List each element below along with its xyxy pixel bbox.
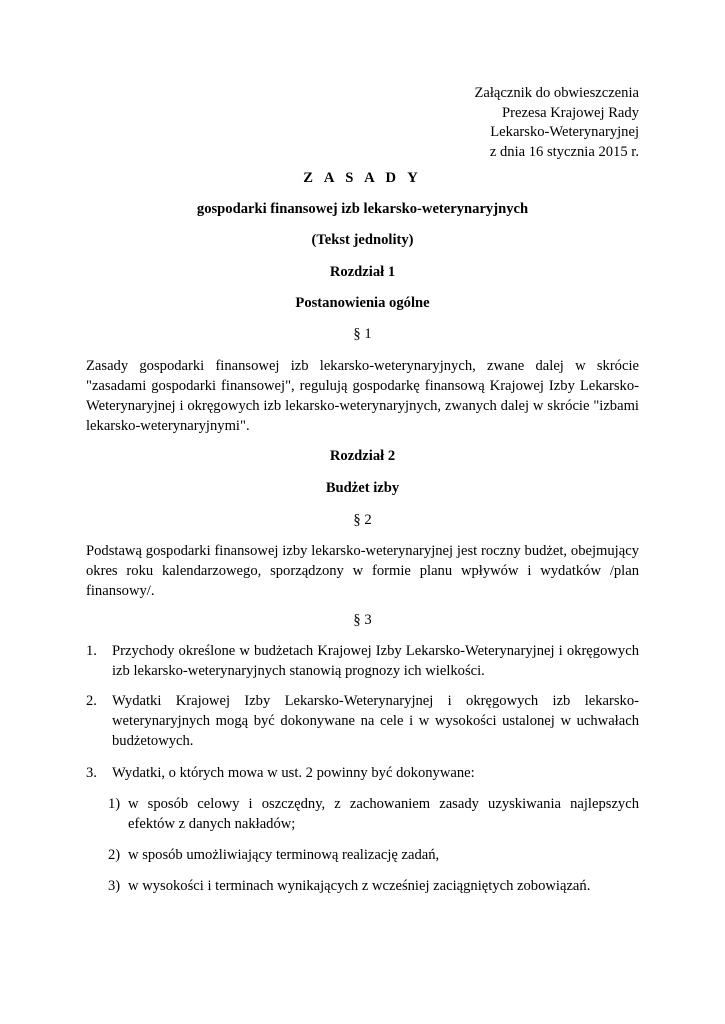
chapter-2-title: Budżet izby <box>325 480 400 496</box>
annex-line-4: z dnia 16 stycznia 2015 r. <box>489 143 639 160</box>
list-item <box>86 641 639 681</box>
list-item-number: 2. <box>86 693 97 709</box>
sub-list-item <box>108 794 639 834</box>
list-item <box>86 763 639 783</box>
chapter-2-label: Rozdział 2 <box>329 448 396 464</box>
list-item-number: 1. <box>86 643 97 659</box>
annex-line-1: Załącznik do obwieszczenia <box>474 85 639 101</box>
chapter-1-title: Postanowienia ogólne <box>295 295 430 311</box>
list-item-text: Przychody określone w budżetach Krajowej Izby Lekarsko-Weterynaryjnej i okręgowych izb lekarsko-weterynaryjnych stanowią prognozy ich wielkości. <box>112 643 639 679</box>
sub-list-item <box>108 845 639 865</box>
document-subtitle: gospodarki finansowej izb lekarsko-weterynaryjnych <box>196 201 529 217</box>
sub-list-item-number: 2) <box>108 847 121 863</box>
section-2-marker: § 2 <box>353 512 372 528</box>
document-title: Z A S A D Y <box>303 170 422 186</box>
sub-list-item-text: w sposób umożliwiający terminową realizację zadań, <box>128 847 440 863</box>
chapter-1-label: Rozdział 1 <box>329 264 396 280</box>
section-1-marker: § 1 <box>353 326 372 342</box>
sub-list-item-text: w sposób celowy i oszczędny, z zachowaniem zasady uzyskiwania najlepszych efektów z danych nakładów; <box>128 796 639 832</box>
section-3-marker: § 3 <box>353 612 372 628</box>
list-item <box>86 691 639 751</box>
sub-list-item-number: 3) <box>108 878 121 894</box>
consolidated-text-label: (Tekst jednolity) <box>311 232 414 248</box>
annex-line-2: Prezesa Krajowej Rady <box>502 104 639 121</box>
annex-header <box>474 84 639 162</box>
section-2-paragraph: Podstawą gospodarki finansowej izby lekarsko-weterynaryjnej jest roczny budżet, obejmujący okres roku kalendarzowego, sporządzony w formie planu wpływów i wydatków /plan finansowy/. <box>86 543 639 599</box>
list-item-text: Wydatki Krajowej Izby Lekarsko-Weterynaryjnej i okręgowych izb lekarsko-weterynaryjnych mogą być dokonywane na cele i w wysokości ustalonej w uchwałach budżetowych. <box>112 693 639 749</box>
sub-list-item-text: w wysokości i terminach wynikających z wcześniej zaciągniętych zobowiązań. <box>128 878 591 894</box>
sub-list-item <box>108 876 639 896</box>
list-item-text: Wydatki, o których mowa w ust. 2 powinny być dokonywane: <box>112 765 475 781</box>
sub-list-item-number: 1) <box>108 796 121 812</box>
list-item-number: 3. <box>86 765 97 781</box>
section-1-paragraph: Zasady gospodarki finansowej izb lekarsko-weterynaryjnych, zwane dalej w skrócie "zasadami gospodarki finansowej", regulują gospodarkę finansową Krajowej Izby Lekarsko-Weterynaryjnej i okręgowych izb lekarsko-weterynaryjnych, zwanych dalej w skrócie "izbami lekarsko-weterynaryjnymi". <box>86 358 639 434</box>
annex-line-3: Lekarsko-Weterynaryjnej <box>490 124 639 140</box>
